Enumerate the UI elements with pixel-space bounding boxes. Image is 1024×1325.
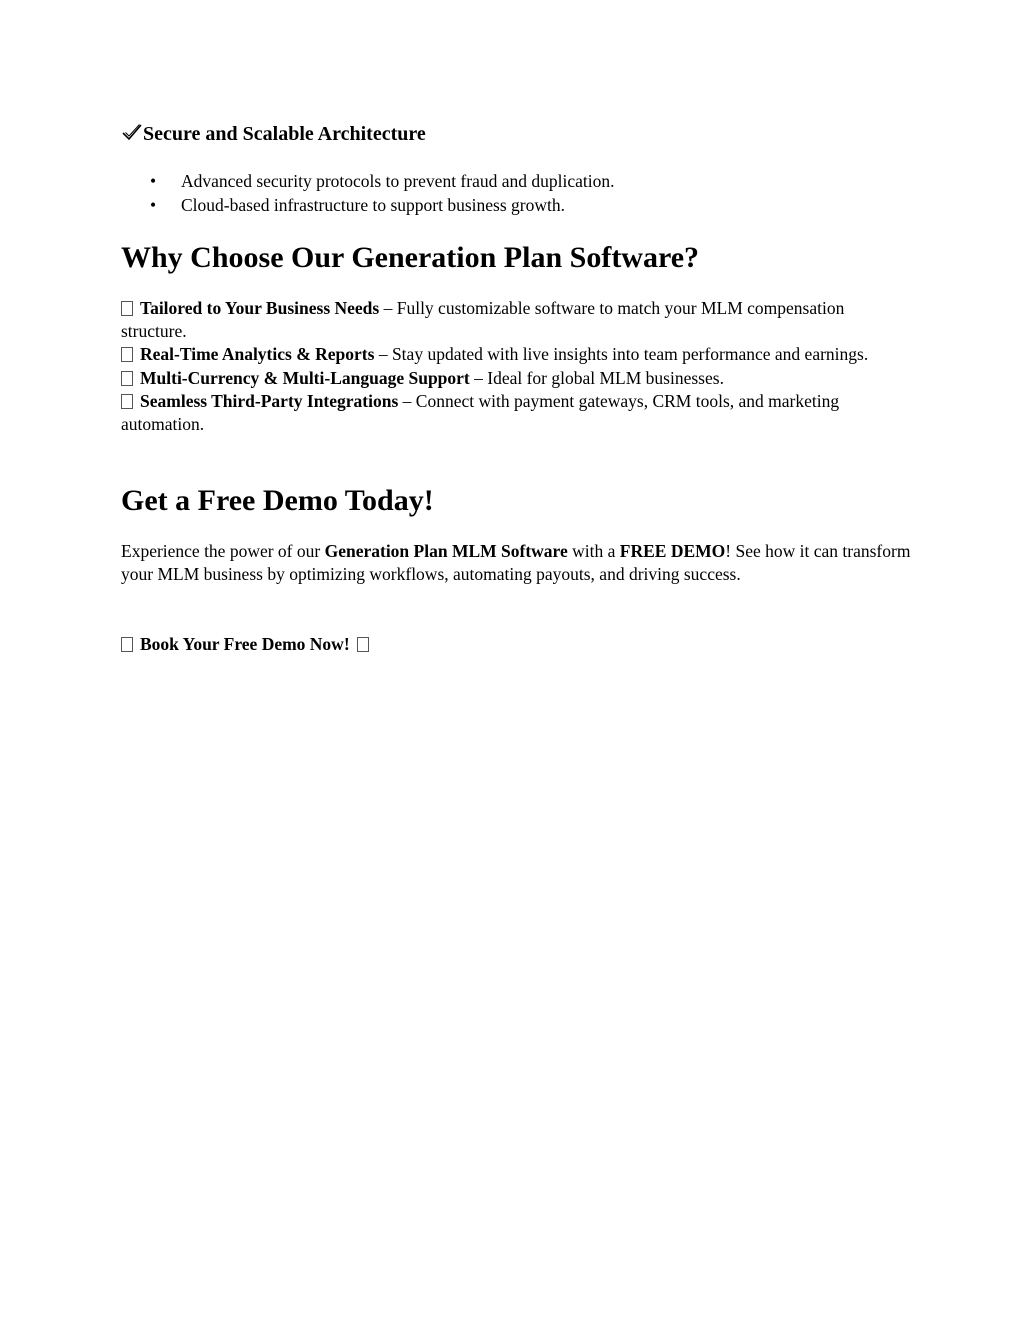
book-demo-cta bbox=[121, 633, 369, 656]
list-item-text: Advanced security protocols to prevent fraud and duplication. bbox=[181, 171, 615, 191]
feature-item bbox=[121, 367, 911, 390]
missing-glyph-icon bbox=[121, 301, 133, 316]
book-demo-text: Book Your Free Demo Now! bbox=[140, 634, 350, 654]
missing-glyph-icon bbox=[121, 347, 133, 362]
feature-description: – Fully customizable software to match your MLM compensation structure. bbox=[121, 298, 845, 342]
checkmark-icon bbox=[121, 122, 143, 149]
missing-glyph-icon bbox=[121, 394, 133, 409]
list-item bbox=[121, 170, 614, 194]
feature-item bbox=[121, 343, 911, 366]
secure-architecture-heading bbox=[121, 121, 426, 148]
why-choose-heading: Why Choose Our Generation Plan Software? bbox=[121, 241, 700, 274]
feature-item bbox=[121, 390, 911, 436]
free-demo-emphasis: FREE DEMO bbox=[619, 541, 726, 561]
feature-title: Tailored to Your Business Needs bbox=[140, 298, 380, 318]
features-list bbox=[121, 297, 911, 436]
feature-item bbox=[121, 297, 911, 343]
feature-description: – Ideal for global MLM businesses. bbox=[469, 367, 724, 388]
feature-description: – Connect with payment gateways, CRM tools, and marketing automation. bbox=[121, 390, 840, 435]
feature-title: Seamless Third-Party Integrations bbox=[140, 390, 399, 411]
bullet-icon: • bbox=[150, 194, 157, 215]
feature-description: – Stay updated with live insights into team performance and earnings. bbox=[374, 344, 869, 365]
bullet-icon: • bbox=[150, 171, 157, 191]
demo-paragraph-text: Experience the power of our bbox=[121, 541, 325, 561]
secure-architecture-heading-text: Secure and Scalable Architecture bbox=[143, 123, 426, 145]
free-demo-heading: Get a Free Demo Today! bbox=[121, 484, 434, 517]
demo-paragraph bbox=[121, 540, 911, 587]
product-name: Generation Plan MLM Software bbox=[324, 541, 568, 561]
security-bullet-list bbox=[121, 170, 614, 217]
demo-paragraph-text: with a bbox=[567, 541, 620, 561]
feature-title: Real-Time Analytics & Reports bbox=[140, 344, 375, 365]
missing-glyph-icon bbox=[121, 371, 133, 386]
list-item-text: Cloud-based infrastructure to support business growth. bbox=[181, 194, 565, 215]
missing-glyph-icon bbox=[357, 637, 369, 652]
feature-title: Multi-Currency & Multi-Language Support bbox=[140, 367, 470, 388]
missing-glyph-icon bbox=[121, 637, 133, 652]
list-item bbox=[121, 194, 614, 218]
demo-paragraph-text: ! See how it can transform your MLM business by optimizing workflows, automating payouts, and driving success. bbox=[121, 541, 911, 585]
